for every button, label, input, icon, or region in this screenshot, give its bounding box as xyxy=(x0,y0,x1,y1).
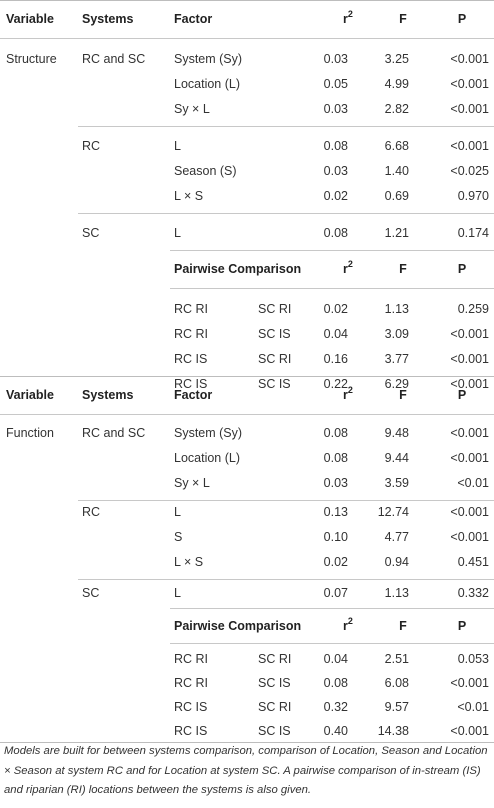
header-systems: Systems xyxy=(82,388,134,402)
section-rule xyxy=(0,376,494,377)
p-cell: 0.174 xyxy=(457,226,489,240)
r2-cell: 0.08 xyxy=(323,676,348,690)
pairwise-top-rule xyxy=(170,608,494,609)
header-systems: Systems xyxy=(82,12,134,26)
factor-cell: S xyxy=(174,530,183,544)
table-row xyxy=(0,346,494,372)
f-cell: 3.59 xyxy=(384,476,409,490)
r2-cell: 0.40 xyxy=(323,724,348,738)
table-row xyxy=(0,580,494,606)
p-cell: <0.025 xyxy=(450,164,489,178)
factor-cell: L xyxy=(174,139,181,153)
pair-a-cell: RC RI xyxy=(174,327,209,341)
p-cell: <0.001 xyxy=(450,530,489,544)
pair-b-cell: SC RI xyxy=(258,652,292,666)
r2-cell: 0.10 xyxy=(323,530,348,544)
f-cell: 9.44 xyxy=(384,451,409,465)
factor-cell: L xyxy=(174,226,181,240)
r2-cell: 0.13 xyxy=(323,505,348,519)
table-row xyxy=(0,183,494,209)
p-cell: 0.970 xyxy=(457,189,489,203)
pair-a-cell: RC IS xyxy=(174,377,208,391)
header-p: P xyxy=(457,388,467,402)
r2-cell: 0.16 xyxy=(323,352,348,366)
r2-cell: 0.05 xyxy=(323,77,348,91)
factor-cell: Location (L) xyxy=(174,451,241,465)
factor-cell: L × S xyxy=(174,555,204,569)
p-cell: <0.001 xyxy=(450,139,489,153)
factor-cell: L xyxy=(174,505,181,519)
pair-b-cell: SC IS xyxy=(258,327,291,341)
table-top-rule xyxy=(0,0,494,1)
f-cell: 6.68 xyxy=(384,139,409,153)
factor-cell: L xyxy=(174,586,181,600)
f-cell: 1.21 xyxy=(384,226,409,240)
r2-cell: 0.03 xyxy=(323,476,348,490)
system-label: RC and SC xyxy=(82,52,146,66)
p-cell: <0.001 xyxy=(450,102,489,116)
header-f: F xyxy=(399,262,407,276)
table-row xyxy=(0,71,494,97)
table-row xyxy=(0,321,494,347)
system-label: RC and SC xyxy=(82,426,146,440)
table-row xyxy=(0,470,494,496)
header-variable: Variable xyxy=(6,12,54,26)
f-cell: 3.09 xyxy=(384,327,409,341)
p-cell: 0.053 xyxy=(457,652,489,666)
p-cell: <0.001 xyxy=(450,426,489,440)
table-row xyxy=(0,499,494,525)
header-f: F xyxy=(399,388,407,402)
p-cell: 0.332 xyxy=(457,586,489,600)
pair-b-cell: SC IS xyxy=(258,377,291,391)
header-p: P xyxy=(457,12,467,26)
r2-cell: 0.08 xyxy=(323,139,348,153)
pair-a-cell: RC IS xyxy=(174,352,208,366)
f-cell: 3.77 xyxy=(384,352,409,366)
header-factor: Factor xyxy=(174,388,213,402)
table-footnote: Models are built for between systems comparison, comparison of Location, Season and Location × Season at system RC and for Location at system SC. A pairwise comparison of in-stream (IS) and riparian (RI) locations between the systems is also given. xyxy=(4,745,488,796)
table-row xyxy=(0,133,494,159)
factor-cell: L × S xyxy=(174,189,204,203)
p-cell: <0.001 xyxy=(450,52,489,66)
f-cell: 9.48 xyxy=(384,426,409,440)
table-row xyxy=(0,220,494,246)
pair-b-cell: SC IS xyxy=(258,724,291,738)
p-cell: <0.001 xyxy=(450,327,489,341)
pair-a-cell: RC RI xyxy=(174,676,209,690)
header-pairwise: Pairwise Comparison xyxy=(174,262,302,276)
p-cell: <0.001 xyxy=(450,505,489,519)
header-r2: $r^2$ xyxy=(343,616,353,633)
f-cell: 12.74 xyxy=(377,505,409,519)
f-cell: 0.94 xyxy=(384,555,409,569)
header-rule xyxy=(0,414,494,415)
table-row xyxy=(0,420,494,446)
system-label: RC xyxy=(82,505,101,519)
pairwise-header-row xyxy=(0,256,494,282)
f-cell: 4.99 xyxy=(384,77,409,91)
f-cell: 6.08 xyxy=(384,676,409,690)
factor-cell: System (Sy) xyxy=(174,426,243,440)
group-rule xyxy=(78,126,494,127)
f-cell: 2.51 xyxy=(384,652,409,666)
pair-b-cell: SC IS xyxy=(258,676,291,690)
header-rule xyxy=(0,38,494,39)
f-cell: 14.38 xyxy=(377,724,409,738)
pairwise-top-rule xyxy=(170,250,494,251)
header-p: P xyxy=(457,262,467,276)
r2-cell: 0.22 xyxy=(323,377,348,391)
p-cell: <0.01 xyxy=(457,476,489,490)
system-label: SC xyxy=(82,586,100,600)
structure-header-row xyxy=(0,6,494,32)
table-row xyxy=(0,670,494,696)
r2-cell: 0.32 xyxy=(323,700,348,714)
r2-cell: 0.08 xyxy=(323,451,348,465)
variable-label: Structure xyxy=(6,52,57,66)
pair-b-cell: SC RI xyxy=(258,352,292,366)
header-factor: Factor xyxy=(174,12,213,26)
r2-cell: 0.03 xyxy=(323,102,348,116)
system-label: SC xyxy=(82,226,100,240)
f-cell: 1.13 xyxy=(384,302,409,316)
p-cell: <0.001 xyxy=(450,377,489,391)
table-row xyxy=(0,524,494,550)
pair-b-cell: SC RI xyxy=(258,700,292,714)
table-row xyxy=(0,46,494,72)
r2-cell: 0.03 xyxy=(323,52,348,66)
pair-a-cell: RC RI xyxy=(174,302,209,316)
table-row xyxy=(0,646,494,672)
system-label: RC xyxy=(82,139,101,153)
f-cell: 0.69 xyxy=(384,189,409,203)
header-p: P xyxy=(457,619,467,633)
r2-cell: 0.08 xyxy=(323,426,348,440)
header-r2: $r^2$ xyxy=(343,9,353,26)
factor-cell: Location (L) xyxy=(174,77,241,91)
header-pairwise: Pairwise Comparison xyxy=(174,619,302,633)
header-f: F xyxy=(399,12,407,26)
header-f: F xyxy=(399,619,407,633)
pair-a-cell: RC RI xyxy=(174,652,209,666)
p-cell: <0.001 xyxy=(450,77,489,91)
pairwise-header-rule xyxy=(170,643,494,644)
f-cell: 4.77 xyxy=(384,530,409,544)
r2-cell: 0.08 xyxy=(323,226,348,240)
r2-cell: 0.02 xyxy=(323,555,348,569)
table-row xyxy=(0,718,494,744)
function-header-row xyxy=(0,382,494,408)
table-row xyxy=(0,96,494,122)
r2-cell: 0.02 xyxy=(323,302,348,316)
table-row xyxy=(0,549,494,575)
p-cell: 0.259 xyxy=(457,302,489,316)
table-row xyxy=(0,158,494,184)
r2-cell: 0.04 xyxy=(323,327,348,341)
r2-cell: 0.02 xyxy=(323,189,348,203)
p-cell: <0.001 xyxy=(450,724,489,738)
r2-cell: 0.04 xyxy=(323,652,348,666)
pair-b-cell: SC RI xyxy=(258,302,292,316)
f-cell: 2.82 xyxy=(384,102,409,116)
f-cell: 9.57 xyxy=(384,700,409,714)
r2-cell: 0.07 xyxy=(323,586,348,600)
pairwise-header-rule xyxy=(170,288,494,289)
f-cell: 3.25 xyxy=(384,52,409,66)
header-variable: Variable xyxy=(6,388,54,402)
factor-cell: Season (S) xyxy=(174,164,237,178)
pairwise-header-row xyxy=(0,613,494,639)
p-cell: <0.001 xyxy=(450,352,489,366)
group-rule xyxy=(78,213,494,214)
p-cell: 0.451 xyxy=(457,555,489,569)
table-row xyxy=(0,694,494,720)
p-cell: <0.001 xyxy=(450,451,489,465)
variable-label: Function xyxy=(6,426,54,440)
factor-cell: System (Sy) xyxy=(174,52,243,66)
pair-a-cell: RC IS xyxy=(174,724,208,738)
r2-cell: 0.03 xyxy=(323,164,348,178)
factor-cell: Sy × L xyxy=(174,102,210,116)
header-r2: $r^2$ xyxy=(343,385,353,402)
table-row xyxy=(0,296,494,322)
f-cell: 1.13 xyxy=(384,586,409,600)
factor-cell: Sy × L xyxy=(174,476,210,490)
p-cell: <0.01 xyxy=(457,700,489,714)
header-r2: $r^2$ xyxy=(343,259,353,276)
table-row xyxy=(0,445,494,471)
pair-a-cell: RC IS xyxy=(174,700,208,714)
f-cell: 6.29 xyxy=(384,377,409,391)
f-cell: 1.40 xyxy=(384,164,409,178)
p-cell: <0.001 xyxy=(450,676,489,690)
